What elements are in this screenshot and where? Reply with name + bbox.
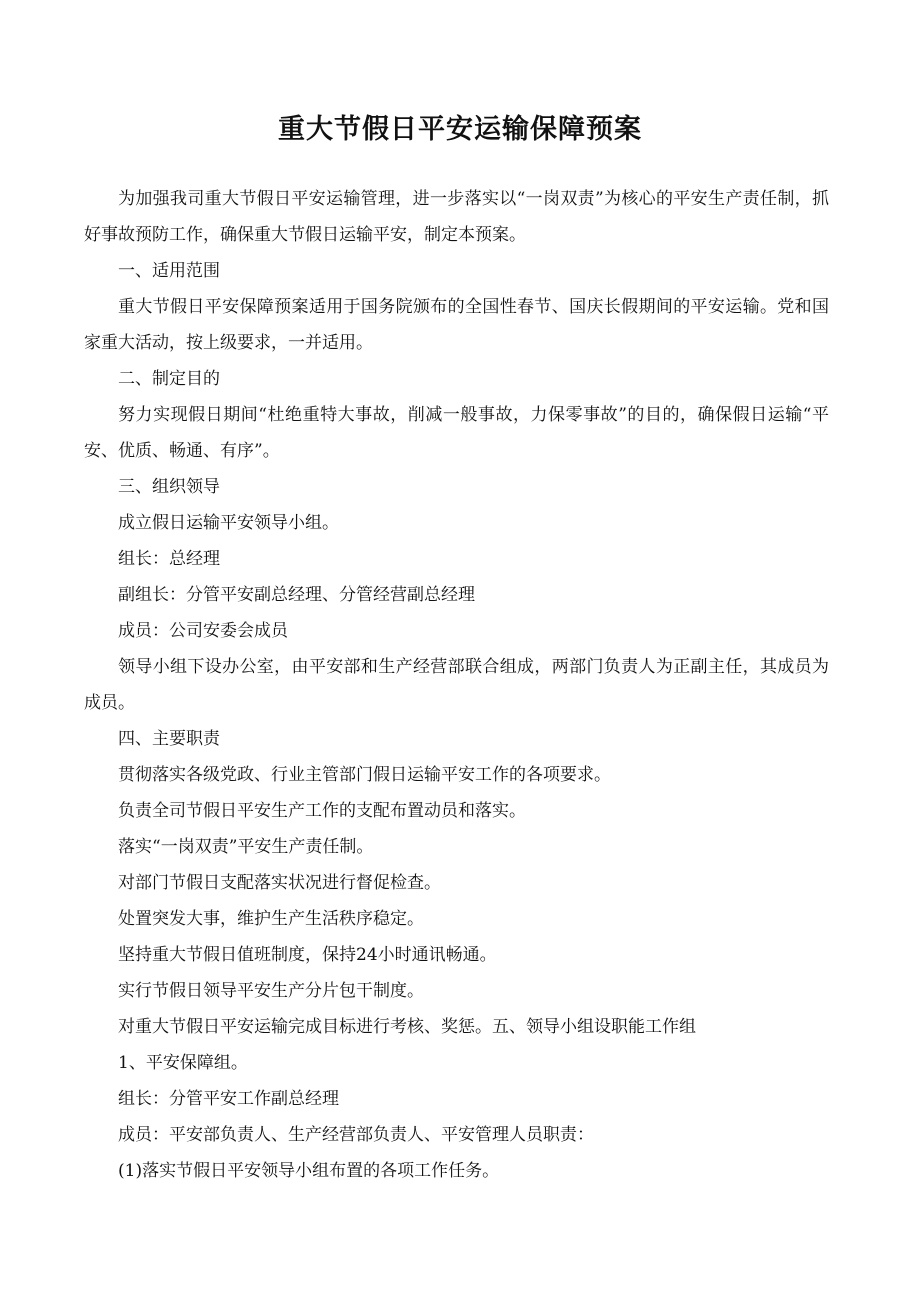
document-title: 重大节假日平安运输保障预案 — [278, 114, 642, 145]
scope-paragraph: 重大节假日平安保障预案适用于国务院颁布的全国性春节、国庆长假期间的平安运输。党和国家重大活动，按上级要求，一并适用。 — [84, 297, 829, 353]
duty-item: 落实“一岗双责”平安生产责任制。 — [118, 837, 374, 857]
organization-line: 成立假日运输平安领导小组。 — [118, 513, 339, 533]
section-heading-duties: 四、主要职责 — [118, 729, 220, 749]
purpose-paragraph: 努力实现假日期间“杜绝重特大事故，削减一般事故，力保零事故”的目的，确保假日运输“平安、优质、畅通、有序”。 — [84, 405, 829, 461]
duty-item: 实行节假日领导平安生产分片包干制度。 — [118, 981, 424, 1001]
duty-item: 处置突发大事，维护生产生活秩序稳定。 — [118, 909, 424, 929]
duty-item: 坚持重大节假日值班制度，保持24小时通讯畅通。 — [118, 945, 497, 965]
intro-paragraph: 为加强我司重大节假日平安运输管理，进一步落实以“一岗双责”为核心的平安生产责任制，抓好事故预防工作，确保重大节假日运输平安，制定本预案。 — [84, 189, 829, 245]
section-heading-purpose: 二、制定目的 — [118, 369, 220, 389]
group-members-line: 成员：平安部负责人、生产经营部负责人、平安管理人员职责： — [118, 1125, 594, 1145]
duty-item: 贯彻落实各级党政、行业主管部门假日运输平安工作的各项要求。 — [118, 765, 611, 785]
office-paragraph: 领导小组下设办公室，由平安部和生产经营部联合组成，两部门负责人为正副主任，其成员为成员。 — [84, 657, 829, 713]
section-heading-organization: 三、组织领导 — [118, 477, 220, 497]
group-duty-item: (1)落实节假日平安领导小组布置的各项工作任务。 — [118, 1161, 500, 1181]
leader-line: 组长：总经理 — [118, 549, 220, 569]
duty-item: 对部门节假日支配落实状况进行督促检查。 — [118, 873, 441, 893]
section-heading-scope: 一、适用范围 — [118, 261, 220, 281]
working-group-heading: 1、平安保障组。 — [118, 1053, 248, 1073]
document-body — [84, 181, 829, 1189]
group-leader-line: 组长：分管平安工作副总经理 — [118, 1089, 339, 1109]
members-line: 成员：公司安委会成员 — [118, 621, 288, 641]
deputy-leader-line: 副组长：分管平安副总经理、分管经营副总经理 — [118, 585, 475, 605]
duty-item: 负责全司节假日平安生产工作的支配布置动员和落实。 — [118, 801, 526, 821]
duty-item: 对重大节假日平安运输完成目标进行考核、奖惩。五、领导小组设职能工作组 — [118, 1017, 696, 1037]
